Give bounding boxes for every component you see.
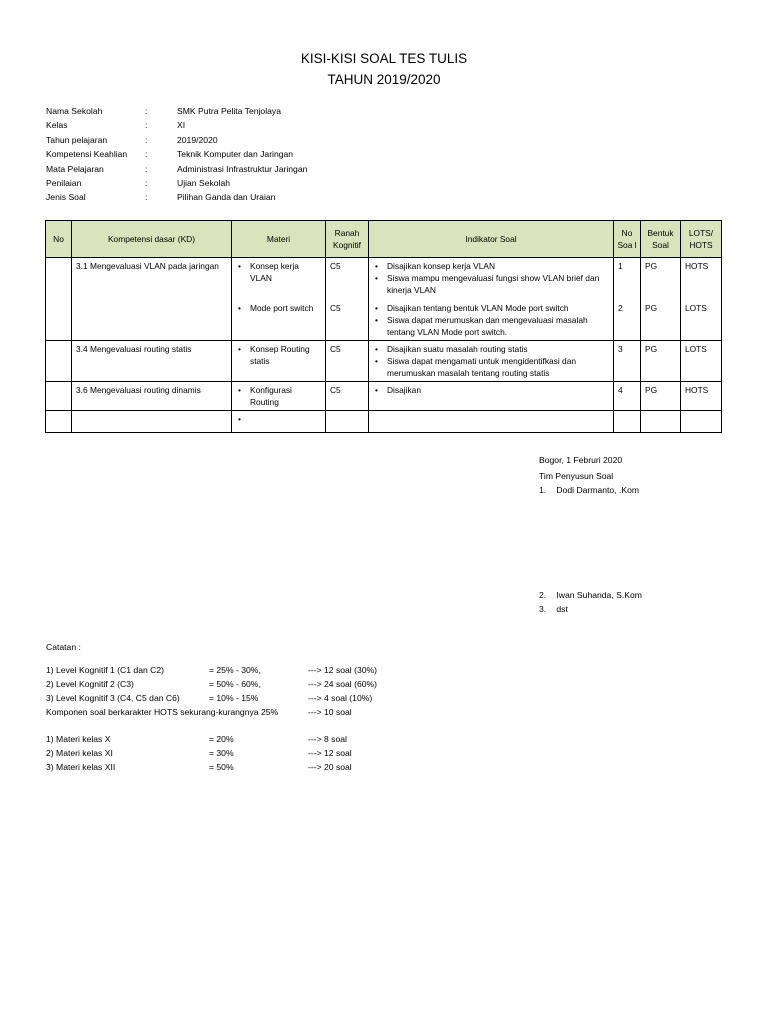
level-label: 1) Level Kognitif 1 (C1 dan C2) [46, 665, 164, 675]
cell-indikator [369, 382, 614, 411]
cell-indikator [369, 258, 614, 341]
signature-member [539, 590, 642, 600]
bentuk-value: PG [645, 261, 658, 271]
cell-ranah [326, 258, 369, 341]
materi-list [236, 384, 321, 408]
indikator-item: • Siswa mampu mengevaluasi fungsi show VLAN brief dan kinerja VLAN [373, 272, 609, 296]
header-kd: Kompetensi dasar (KD) [72, 221, 232, 258]
cell-materi [232, 341, 326, 382]
header-no-soal: No Soa l [614, 221, 641, 258]
materi-label: 3) Materi kelas XII [46, 762, 116, 772]
info-colon: : [145, 149, 148, 160]
cell-materi [232, 411, 326, 433]
materi-list [236, 343, 321, 367]
cell-ranah: C5 [326, 382, 369, 411]
header-no: No [46, 221, 72, 258]
member-number: 1. [539, 485, 547, 495]
level-pct: = 10% - 15% [209, 693, 259, 703]
info-value: Ujian Sekolah [177, 177, 231, 188]
info-colon: : [145, 134, 148, 145]
table-row [46, 258, 722, 341]
info-label: Mata Pelajaran [46, 163, 104, 174]
notes-hots-row [46, 707, 352, 717]
kd-text: 3.4 Mengevaluasi routing statis [76, 344, 192, 354]
indikator-list [373, 260, 609, 296]
notes-level-row [46, 693, 373, 703]
materi-list [236, 260, 321, 284]
materi-label: 1) Materi kelas X [46, 734, 111, 744]
signature-team: Tim Penyusun Soal [539, 471, 614, 481]
cell-kd [72, 382, 232, 411]
level-label: 2) Level Kognitif 2 (C3) [46, 679, 134, 689]
no-soal-value: 2 [618, 303, 623, 313]
notes-materi-row [46, 748, 352, 758]
indikator-list [373, 343, 609, 379]
cell-lots [681, 411, 722, 433]
info-label: Kompetensi Keahlian [46, 149, 128, 160]
cell-bentuk [641, 258, 681, 341]
info-value: Teknik Komputer dan Jaringan [177, 149, 294, 160]
materi-pct: = 30% [209, 748, 234, 758]
level-result: ---> 12 soal (30%) [308, 665, 378, 675]
cell-kd [72, 411, 232, 433]
cell-no [46, 382, 72, 411]
indikator-item: • Disajikan konsep kerja VLAN [373, 260, 609, 272]
materi-result: ---> 12 soal [308, 748, 352, 758]
cell-no [46, 258, 72, 341]
cell-no-soal: 4 [614, 382, 641, 411]
signature-member [539, 485, 639, 495]
header-materi: Materi [232, 221, 326, 258]
indikator-list [373, 302, 609, 338]
notes-level-row [46, 665, 378, 675]
info-label: Tahun pelajaran [46, 134, 108, 145]
indikator-list [373, 384, 609, 396]
cell-ranah [326, 411, 369, 433]
level-result: ---> 4 soal (10%) [308, 693, 373, 703]
header-lots-hots: LOTS/ HOTS [681, 221, 722, 258]
header-ranah-kognitif: Ranah Kognitif [326, 221, 369, 258]
info-label: Kelas [46, 120, 68, 131]
indikator-item: • Disajikan tentang bentuk VLAN Mode port switch [373, 302, 609, 314]
info-label: Jenis Soal [46, 192, 86, 203]
indikator-item: • Disajikan suatu masalah routing statis [373, 343, 609, 355]
info-colon: : [145, 163, 148, 174]
indikator-item: • Disajikan [373, 384, 609, 396]
signature-member [539, 604, 568, 614]
info-label: Nama Sekolah [46, 106, 103, 116]
table-row [46, 382, 722, 411]
level-label: 3) Level Kognitif 3 (C4, C5 dan C6) [46, 693, 180, 703]
cell-materi [232, 258, 326, 341]
table-row [46, 411, 722, 433]
ranah-value: C5 [330, 303, 341, 313]
member-number: 2. [539, 590, 547, 600]
cell-ranah: C5 [326, 341, 369, 382]
cell-materi [232, 382, 326, 411]
cell-indikator [369, 411, 614, 433]
lots-value: LOTS [685, 303, 707, 313]
materi-pct: = 50% [209, 762, 234, 772]
notes-materi-row [46, 734, 347, 744]
signature-place-date: Bogor, 1 Februri 2020 [539, 455, 623, 465]
member-name: dst [556, 604, 568, 614]
info-colon: : [145, 192, 148, 203]
cell-no [46, 341, 72, 382]
info-value: SMK Putra Pelita Tenjolaya [177, 106, 281, 116]
materi-list [236, 302, 321, 314]
info-colon: : [145, 106, 148, 116]
notes-level-row [46, 679, 378, 689]
bentuk-value: PG [645, 303, 658, 313]
hots-result: ---> 10 soal [308, 707, 352, 717]
page-title: KISI-KISI SOAL TES TULIS [300, 51, 468, 66]
cell-lots: LOTS [681, 341, 722, 382]
info-label: Penilaian [46, 177, 82, 188]
info-value: Pilihan Ganda dan Uraian [177, 192, 276, 203]
member-name: Iwan Suhanda, S.Kom [556, 590, 642, 600]
cell-lots [681, 258, 722, 341]
cell-kd [72, 258, 232, 341]
no-soal-value: 1 [618, 261, 623, 271]
info-value: XI [177, 120, 186, 131]
member-number: 3. [539, 604, 547, 614]
materi-item: • Mode port switch [236, 302, 321, 314]
indikator-item: • Siswa dapat merumuskan dan mengevaluasi masalah tentang VLAN Mode port switch. [373, 314, 609, 338]
kisi-kisi-table [45, 220, 722, 433]
cell-indikator [369, 341, 614, 382]
kd-text: 3.1 Mengevaluasi VLAN pada jaringan [76, 261, 219, 271]
info-value: 2019/2020 [177, 134, 218, 145]
info-colon: : [145, 177, 148, 188]
member-name: Dodi Darmanto, .Kom [556, 485, 640, 495]
cell-no-soal [614, 258, 641, 341]
materi-label: 2) Materi kelas XI [46, 748, 113, 758]
cell-bentuk: PG [641, 341, 681, 382]
materi-result: ---> 20 soal [308, 762, 352, 772]
header-indikator-soal: Indikator Soal [369, 221, 614, 258]
level-result: ---> 24 soal (60%) [308, 679, 378, 689]
header-bentuk-soal: Bentuk Soal [641, 221, 681, 258]
notes-heading: Catatan : [46, 642, 81, 652]
cell-kd [72, 341, 232, 382]
level-pct: = 25% - 30%, [209, 665, 261, 675]
cell-bentuk [641, 411, 681, 433]
page-subtitle: TAHUN 2019/2020 [327, 72, 441, 87]
table-row [46, 341, 722, 382]
hots-label: Komponen soal berkarakter HOTS sekurang-kurangnya 25% [46, 707, 279, 717]
materi-result: ---> 8 soal [308, 734, 347, 744]
kd-text: 3.6 Mengevaluasi routing dinamis [76, 385, 201, 395]
materi-item: • Konfigurasi Routing [236, 384, 321, 408]
materi-item: • Konsep Routing statis [236, 343, 321, 367]
materi-pct: = 20% [209, 734, 234, 744]
cell-no-soal: 3 [614, 341, 641, 382]
ranah-value: C5 [330, 261, 341, 271]
materi-item: • Konsep kerja VLAN [236, 260, 321, 284]
indikator-item: • Siswa dapat mengamati untuk mengidentifkasi dan merumuskan masalah tentang routing statis [373, 355, 609, 379]
lots-value: HOTS [685, 261, 709, 271]
cell-bentuk: PG [641, 382, 681, 411]
cell-no [46, 411, 72, 433]
info-value: Administrasi Infrastruktur Jaringan [177, 163, 308, 174]
info-colon: : [145, 120, 148, 131]
cell-no-soal [614, 411, 641, 433]
cell-lots: HOTS [681, 382, 722, 411]
table-header-row [46, 221, 722, 258]
level-pct: = 50% - 60%, [209, 679, 261, 689]
notes-materi-row [46, 762, 352, 772]
